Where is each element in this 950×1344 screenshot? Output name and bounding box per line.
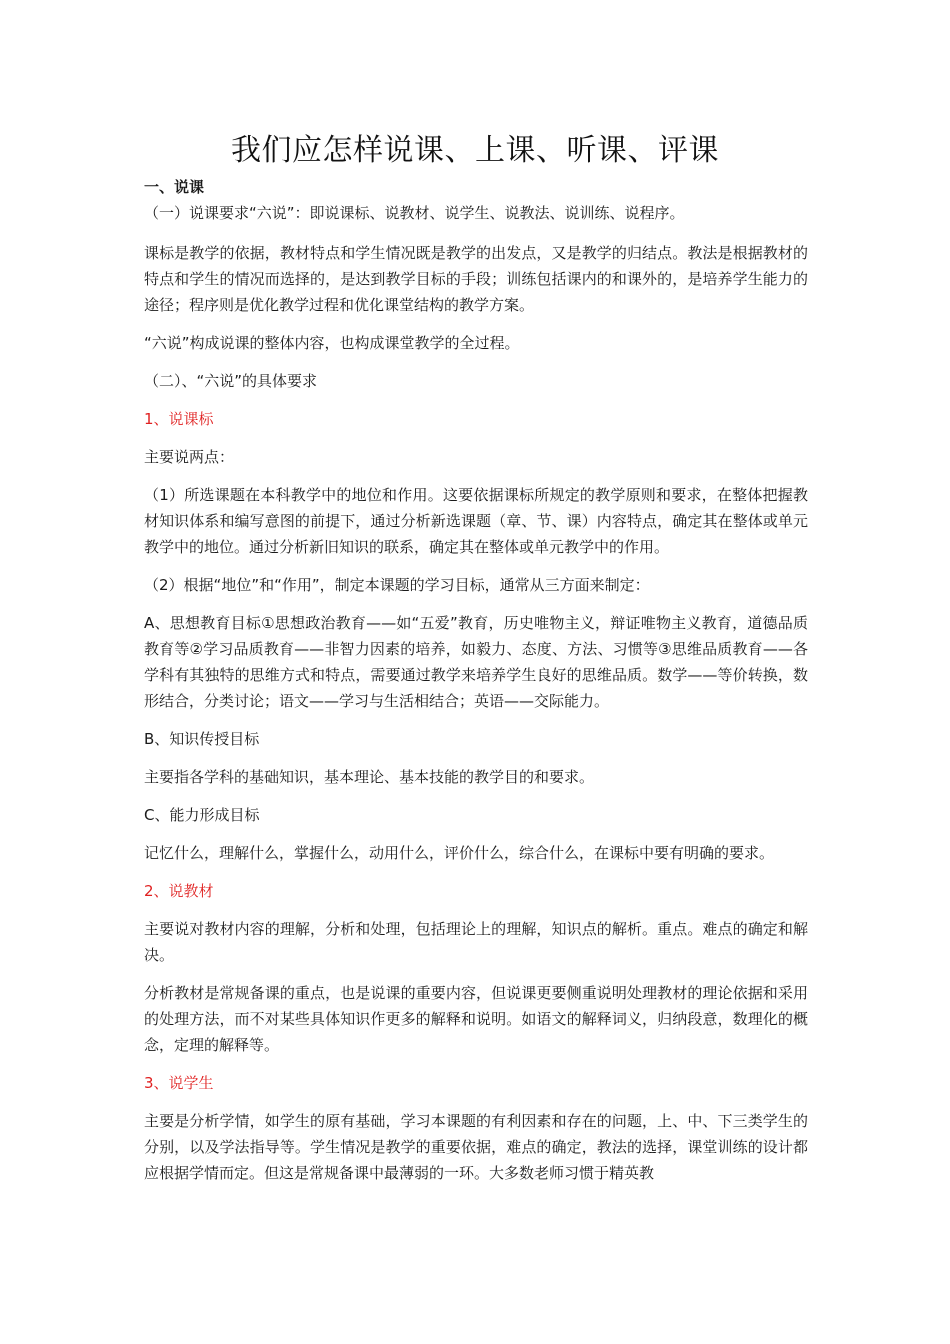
paragraph-textbook-understanding: 主要说对教材内容的理解，分析和处理，包括理论上的理解，知识点的解析。重点。难点的确定和解决。 [144,920,808,964]
paragraph-goal-c: 记忆什么，理解什么，掌握什么，动用什么，评价什么，综合什么，在课标中要有明确的要求。 [144,844,775,862]
paragraph-goal-a: A、思想教育目标①思想政治教育——如“五爱”教育，历史唯物主义，辩证唯物主义教育，道德品质教育等②学习品质教育——非智力因素的培养，如毅力、态度、方法、习惯等③思维品质教育——各学科有其独特的思维方式和特点，需要通过教学来培养学生良好的思维品质。数学——等价转换，数形结合，分类讨论；语文——学习与生活相结合；英语——交际能力。 [144,614,808,710]
paragraph-textbook-analysis: 分析教材是常规备课的重点，也是说课的重要内容，但说课更要侧重说明处理教材的理论依据和采用的处理方法，而不对某些具体知识作更多的解释和说明。如语文的解释词义，归纳段意，数理化的概念，定理的解释等。 [144,984,808,1054]
paragraph-curriculum-basis: 课标是教学的依据，教材特点和学生情况既是教学的出发点，又是教学的归结点。教法是根据教材的特点和学生的情况而选择的，是达到教学目标的手段；训练包括课内的和课外的，是培养学生能力的途径；程序则是优化教学过程和优化课堂结构的教学方案。 [144,244,808,314]
document-body [144,176,808,1198]
paragraph-goal-b-title: B、知识传授目标 [144,730,260,748]
paragraph-point-2: （2）根据“地位”和“作用”，制定本课题的学习目标，通常从三方面来制定： [144,576,650,594]
paragraph-six-content: “六说”构成说课的整体内容，也构成课堂教学的全过程。 [144,334,520,352]
heading-shuo-xuesheng: 3、说学生 [144,1074,214,1092]
heading-shuo-kebiao: 1、说课标 [144,410,214,428]
paragraph-point-1: （1）所选课题在本科教学中的地位和作用。这要依据课标所规定的教学原则和要求，在整体把握教材知识体系和编写意图的前提下，通过分析新选课题（章、节、课）内容特点，确定其在整体或单元教学中的地位。通过分析新旧知识的联系，确定其在整体或单元教学中的作用。 [144,486,808,556]
section-heading-shuoke: 一、说课 [144,178,205,196]
heading-shuo-jiaocai: 2、说教材 [144,882,214,900]
paragraph-six-requirements: （一）说课要求“六说”：即说课标、说教材、说学生、说教法、说训练、说程序。 [144,204,685,222]
paragraph-two-points: 主要说两点： [144,448,235,466]
subsection-heading-specific-requirements: （二）、“六说”的具体要求 [144,372,318,390]
paragraph-goal-c-title: C、能力形成目标 [144,806,260,824]
paragraph-goal-b: 主要指各学科的基础知识，基本理论、基本技能的教学目的和要求。 [144,768,595,786]
document-title: 我们应怎样说课、上课、听课、评课 [231,133,719,168]
paragraph-student-analysis: 主要是分析学情，如学生的原有基础，学习本课题的有利因素和存在的问题，上、中、下三类学生的分别，以及学法指导等。学生情况是教学的重要依据，难点的确定，教法的选择，课堂训练的设计都应根据学情而定。但这是常规备课中最薄弱的一环。大多数老师习惯于精英教 [144,1112,808,1182]
